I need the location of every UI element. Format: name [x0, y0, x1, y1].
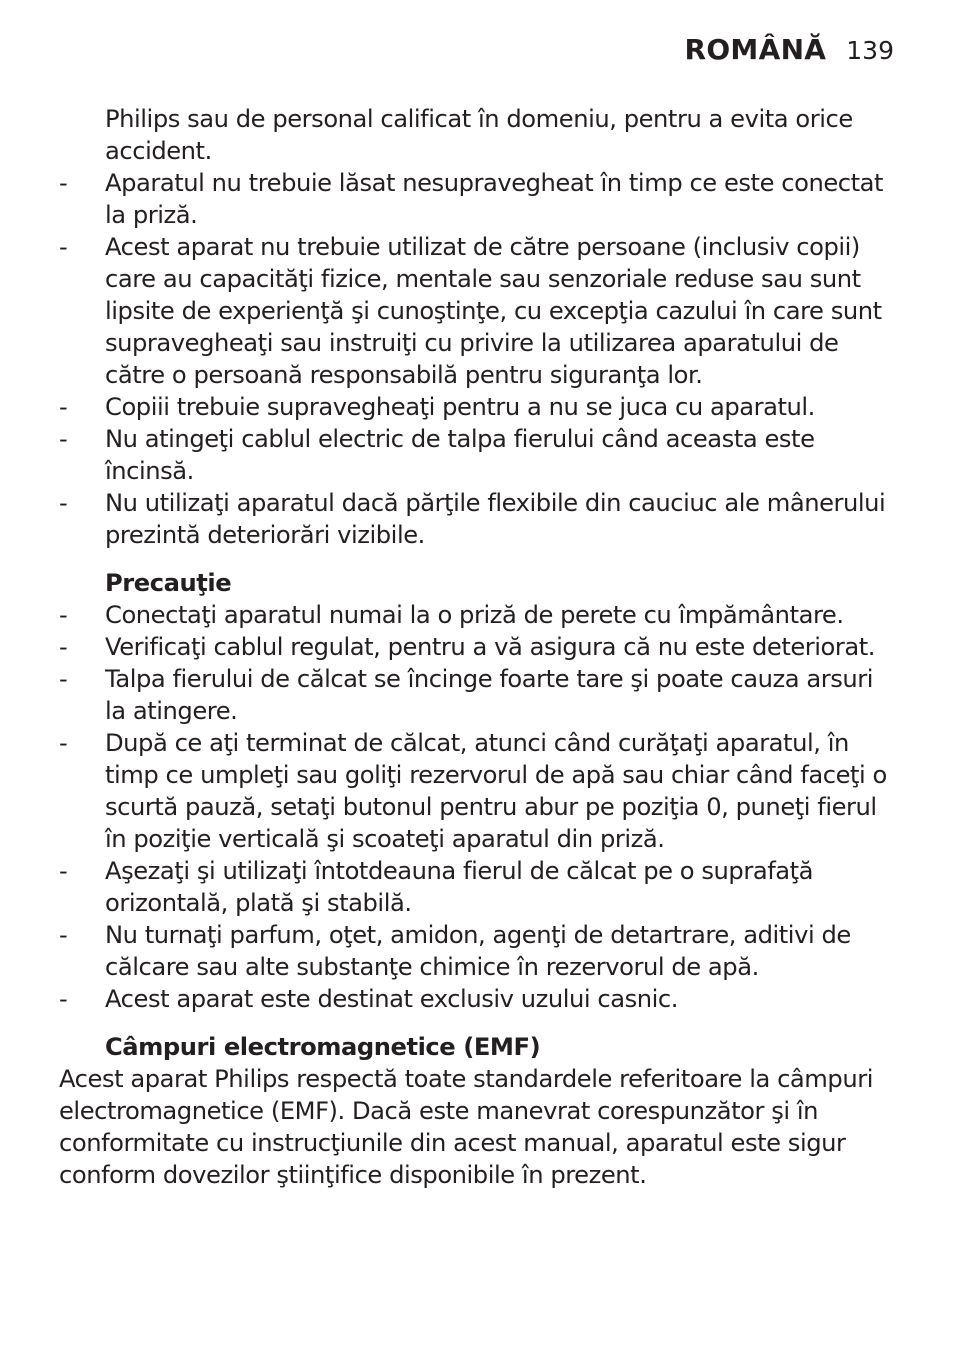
dash-bullet: - — [59, 729, 68, 757]
dash-bullet: - — [59, 921, 68, 949]
list-item — [59, 423, 899, 487]
dash-bullet: - — [59, 601, 68, 629]
list-item — [59, 663, 899, 727]
emf-paragraph: Acest aparat Philips respectă toate standardele referitoare la câmpuri electromagnetice (EMF). Dacă este manevrat corespunzător şi în conformitate cu instrucţiunile din acest manual, aparatul este sigur conform dovezilor ştiinţifice disponibile în prezent. — [59, 1065, 873, 1189]
dash-bullet: - — [59, 233, 68, 261]
warnings-list — [59, 167, 899, 551]
dash-bullet: - — [59, 169, 68, 197]
list-item-text: Aparatul nu trebuie lăsat nesupravegheat în timp ce este conectat la priză. — [105, 169, 884, 229]
caution-heading: Precauţie — [105, 569, 232, 597]
caution-list — [59, 599, 899, 1015]
page-number: 139 — [846, 36, 894, 65]
dash-bullet: - — [59, 665, 68, 693]
dash-bullet: - — [59, 857, 68, 885]
list-item-text: Acest aparat este destinat exclusiv uzului casnic. — [105, 985, 678, 1013]
dash-bullet: - — [59, 393, 68, 421]
list-item — [59, 631, 899, 663]
list-item — [59, 919, 899, 983]
list-item — [59, 231, 899, 391]
list-item-text: Conectaţi aparatul numai la o priză de perete cu împământare. — [105, 601, 844, 629]
list-item — [59, 599, 899, 631]
list-item-text: Nu atingeţi cablul electric de talpa fierului când aceasta este încinsă. — [105, 425, 815, 485]
list-item — [59, 727, 899, 855]
list-item — [59, 487, 899, 551]
list-item-text: Aşezaţi şi utilizaţi întotdeauna fierul de călcat pe o suprafaţă orizontală, plată şi stabilă. — [105, 857, 814, 917]
dash-bullet: - — [59, 633, 68, 661]
list-item-text: Verificaţi cablul regulat, pentru a vă asigura că nu este deteriorat. — [105, 633, 876, 661]
page-header — [684, 33, 894, 66]
list-item-text: Copiii trebuie supravegheaţi pentru a nu se juca cu aparatul. — [105, 393, 815, 421]
list-item-text: Nu turnaţi parfum, oţet, amidon, agenţi de detartrare, aditivi de călcare sau alte substanţe chimice în rezervorul de apă. — [105, 921, 851, 981]
list-item-text: Talpa fierului de călcat se încinge foarte tare şi poate cauza arsuri la atingere. — [105, 665, 873, 725]
list-item-text: După ce aţi terminat de călcat, atunci când curăţaţi aparatul, în timp ce umpleţi sau goliţi rezervorul de apă sau chiar când faceţi o scurtă pauză, setaţi butonul pentru abur pe poziţia 0, puneţi fierul în poziţie verticală şi scoateţi aparatul din priză. — [105, 729, 887, 853]
list-item-text: Acest aparat nu trebuie utilizat de către persoane (inclusiv copii) care au capacităţi fizice, mentale sau senzoriale reduse sau sunt lipsite de experienţă şi cunoştinţe, cu excepţia cazului în care sunt supravegheaţi sau instruiţi cu privire la utilizarea aparatului de către o persoană responsabilă pentru siguranţa lor. — [105, 233, 882, 389]
dash-bullet: - — [59, 489, 68, 517]
list-item-text: Nu utilizaţi aparatul dacă părţile flexibile din cauciuc ale mânerului prezintă deteriorări vizibile. — [105, 489, 886, 549]
document-body — [59, 103, 899, 1191]
list-item — [59, 983, 899, 1015]
list-item — [59, 391, 899, 423]
dash-bullet: - — [59, 985, 68, 1013]
list-item — [59, 167, 899, 231]
intro-continuation: Philips sau de personal calificat în domeniu, pentru a evita orice accident. — [105, 105, 853, 165]
dash-bullet: - — [59, 425, 68, 453]
language-label: ROMÂNĂ — [684, 33, 827, 66]
emf-heading: Câmpuri electromagnetice (EMF) — [105, 1033, 541, 1061]
list-item — [59, 855, 899, 919]
